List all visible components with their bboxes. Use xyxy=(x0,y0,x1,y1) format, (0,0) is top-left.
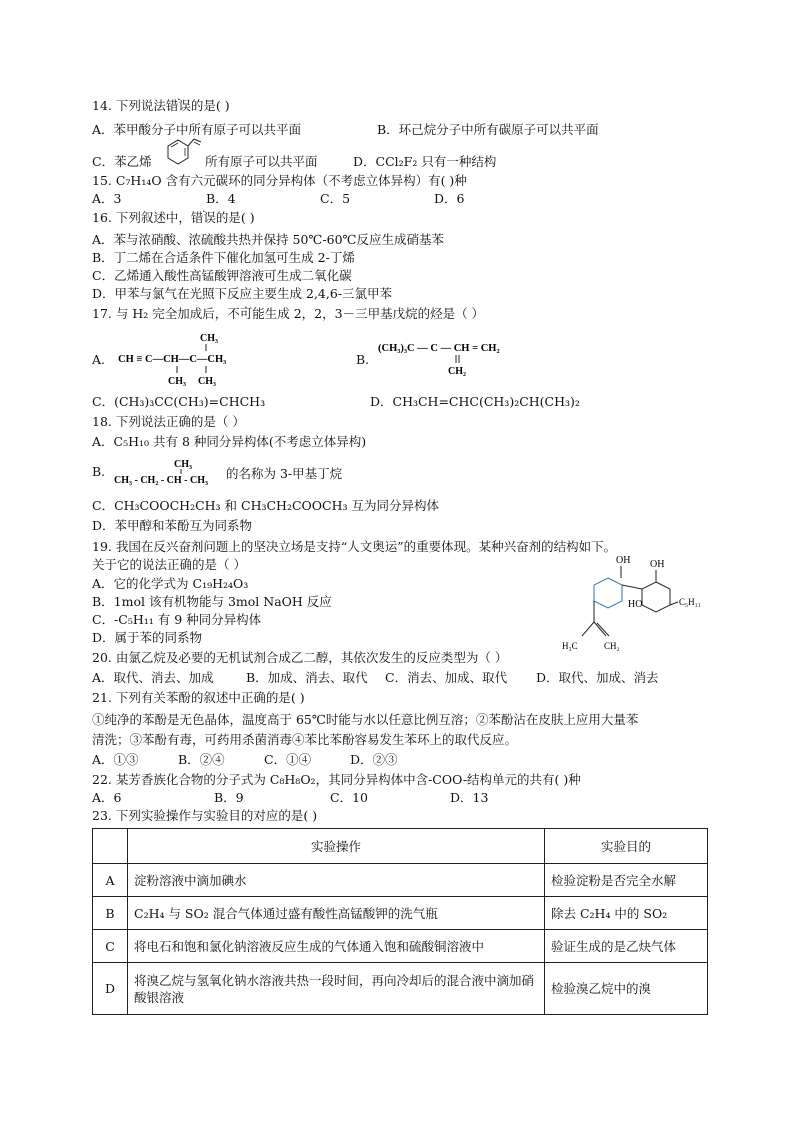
q17-option-a-structure xyxy=(116,330,256,386)
q16-option-d: D．甲苯与氯气在光照下反应主要生成 2,4,6-三氯甲苯 xyxy=(92,286,393,301)
q21-option-d: D．②③ xyxy=(350,752,398,767)
q22-stem: 22. 某芳香族化合物的分子式为 C₈H₈O₂，其同分异构体中含-COO-结构单元的共有( )种 xyxy=(92,772,581,787)
q15-option-b: B．4 xyxy=(206,191,236,206)
q14-stem: 14. 下列说法错误的是( ) xyxy=(92,98,230,113)
q17-a-bottom-methyl-2: CH₃ xyxy=(198,376,216,386)
q17-option-b-structure xyxy=(376,336,536,380)
row-purpose: 验证生成的是乙炔气体 xyxy=(545,930,708,963)
q16-emphasis: 错误 xyxy=(190,210,216,225)
q18-option-b-text: 的名称为 3-甲基丁烷 xyxy=(226,466,343,481)
q16-option-a: A．苯与浓硝酸、浓硫酸共热并保持 50℃-60℃反应生成硝基苯 xyxy=(92,232,445,247)
row-purpose: 检验淀粉是否完全水解 xyxy=(545,864,708,897)
q19-stem-line1: 19. 我国在反兴奋剂问题上的坚决立场是支持“人文奥运”的重要体现。某种兴奋剂的结构如下。 xyxy=(92,539,617,554)
q14-option-c-post: 所有原子可以共平面 xyxy=(205,154,318,169)
q22-option-a: A．6 xyxy=(92,790,122,805)
table-row xyxy=(93,930,708,963)
header-blank-cell xyxy=(93,829,128,864)
q19-option-c: C．-C₅H₁₁ 有 9 种同分异构体 xyxy=(92,612,262,627)
q18-stem: 18. 下列说法正确的是（ ） xyxy=(92,414,245,429)
q14-emphasis: 错误 xyxy=(165,98,191,113)
row-operation: C₂H₄ 与 SO₂ 混合气体通过盛有酸性高锰酸钾的洗气瓶 xyxy=(128,897,545,930)
q20-stem: 20. 由氯乙烷及必要的无机试剂合成乙二醇，其依次发生的反应类型为（ ） xyxy=(92,650,508,665)
table-header-row xyxy=(93,829,708,864)
q15-option-c: C．5 xyxy=(320,191,351,206)
q21-option-c: C．①④ xyxy=(264,752,312,767)
q17-stem: 17. 与 H₂ 完全加成后，不可能生成 2，2，3－三甲基戊烷的烃是（ ） xyxy=(92,306,485,321)
q18-option-a: A．C₅H₁₀ 共有 8 种同分异构体(不考虑立体异构) xyxy=(92,434,367,449)
q22-option-d: D．13 xyxy=(450,790,489,805)
table-row xyxy=(93,897,708,930)
q18-option-b-label: B. xyxy=(92,464,106,479)
table-row xyxy=(93,963,708,1015)
q14-option-d: D．CCl₂F₂ 只有一种结构 xyxy=(353,154,497,169)
q18-b-top-methyl: CH₃ xyxy=(174,459,192,470)
q21-option-b: B．②④ xyxy=(178,752,225,767)
row-operation: 将溴乙烷与氢氧化钠水溶液共热一段时间，再向冷却后的混合液中滴加硝酸银溶液 xyxy=(128,963,545,1015)
q17-b-bottom: CH₂ xyxy=(448,366,466,377)
q15-stem: 15. C₇H₁₄O 含有六元碳环的同分异构体（不考虑立体异构）有( )种 xyxy=(92,173,467,188)
header-purpose: 实验目的 xyxy=(545,829,708,864)
q20-option-c: C．消去、加成、取代 xyxy=(385,670,508,685)
q21-stem: 21. 下列有关苯酚的叙述中正确的是( ) xyxy=(92,690,305,705)
q20-option-a: A．取代、消去、加成 xyxy=(92,670,214,685)
q15-option-a: A．3 xyxy=(92,191,122,206)
q20-option-b: B．加成、消去、取代 xyxy=(246,670,368,685)
q19-option-b: B．1mol 该有机物能与 3mol NaOH 反应 xyxy=(92,594,332,609)
q21-option-a: A．①③ xyxy=(92,752,139,767)
q14-option-c-pre: C．苯乙烯 xyxy=(92,154,152,169)
q19-option-a: A．它的化学式为 C₁₉H₂₄O₃ xyxy=(92,576,249,591)
styrene-structure xyxy=(158,134,204,172)
q18-option-c: C．CH₃COOCH₂CH₃ 和 CH₃CH₂COOCH₃ 互为同分异构体 xyxy=(92,498,439,513)
structure-oh-2: OH xyxy=(650,559,665,570)
q17-a-bottom-methyl-1: CH₃ xyxy=(168,376,186,386)
q14-option-b: B．环己烷分子中所有碳原子可以共平面 xyxy=(377,122,599,137)
q17-emphasis: 不可能 xyxy=(227,306,265,321)
q18-option-b-structure xyxy=(112,456,224,486)
q16-stem: 16. 下列叙述中，错误的是( ) xyxy=(92,210,255,225)
q22-option-c: C．10 xyxy=(330,790,368,805)
q17-a-top-methyl: CH₃ xyxy=(200,333,218,344)
table-row xyxy=(93,864,708,897)
q18-option-d: D．苯甲醇和苯酚互为同系物 xyxy=(92,518,253,533)
q19-option-d: D．属于苯的同系物 xyxy=(92,630,203,645)
stimulant-structure xyxy=(548,552,714,656)
q19-stem-line2: 关于它的说法正确的是（ ） xyxy=(92,557,246,572)
row-label: D xyxy=(93,963,128,1015)
q17-option-a-label: A. xyxy=(92,352,106,367)
row-label: A xyxy=(93,864,128,897)
experiment-table xyxy=(92,828,708,1015)
structure-h3c: H₃C xyxy=(562,641,578,651)
q15-option-d: D．6 xyxy=(434,191,465,206)
row-label: B xyxy=(93,897,128,930)
structure-c5h11: C₅H₁₁ xyxy=(679,597,701,607)
q16-option-c: C．乙烯通入酸性高锰酸钾溶液可生成二氧化碳 xyxy=(92,268,352,283)
q17-a-formula: CH ≡ C—CH—C—CH₃ xyxy=(118,354,227,365)
q14-option-a: A．苯甲酸分子中所有原子可以共平面 xyxy=(92,122,302,137)
q17-option-b-label: B. xyxy=(356,352,370,367)
row-purpose: 检验溴乙烷中的溴 xyxy=(545,963,708,1015)
q16-option-b: B．丁二烯在合适条件下催化加氢可生成 2-丁烯 xyxy=(92,250,355,265)
q20-option-d: D．取代、加成、消去 xyxy=(536,670,659,685)
q18-b-formula: CH₃ - CH₂ - CH - CH₃ xyxy=(114,475,208,486)
row-label: C xyxy=(93,930,128,963)
q22-option-b: B．9 xyxy=(214,790,244,805)
q17-option-d: D．CH₃CH=CHC(CH₃)₂CH(CH₃)₂ xyxy=(370,394,580,409)
structure-oh-1: OH xyxy=(616,555,631,566)
q21-statement-line2: 清洗；③苯酚有毒，可药用杀菌消毒④苯比苯酚容易发生苯环上的取代反应。 xyxy=(92,732,518,747)
q17-b-formula: (CH₃)₃C — C — CH = CH₂ xyxy=(378,343,500,354)
q17-option-c: C．(CH₃)₃CC(CH₃)=CHCH₃ xyxy=(92,394,266,409)
row-operation: 淀粉溶液中滴加碘水 xyxy=(128,864,545,897)
row-purpose: 除去 C₂H₄ 中的 SO₂ xyxy=(545,897,708,930)
q23-stem: 23. 下列实验操作与实验目的对应的是( ) xyxy=(92,808,318,823)
structure-ho: HO xyxy=(628,599,643,610)
structure-ch2: CH₂ xyxy=(604,641,620,651)
row-operation: 将电石和饱和氯化钠溶液反应生成的气体通入饱和硫酸铜溶液中 xyxy=(128,930,545,963)
q21-statement-line1: ①纯净的苯酚是无色晶体，温度高于 65℃时能与水以任意比例互溶；②苯酚沾在皮肤上应用大量苯 xyxy=(92,712,639,727)
header-operation: 实验操作 xyxy=(128,829,545,864)
